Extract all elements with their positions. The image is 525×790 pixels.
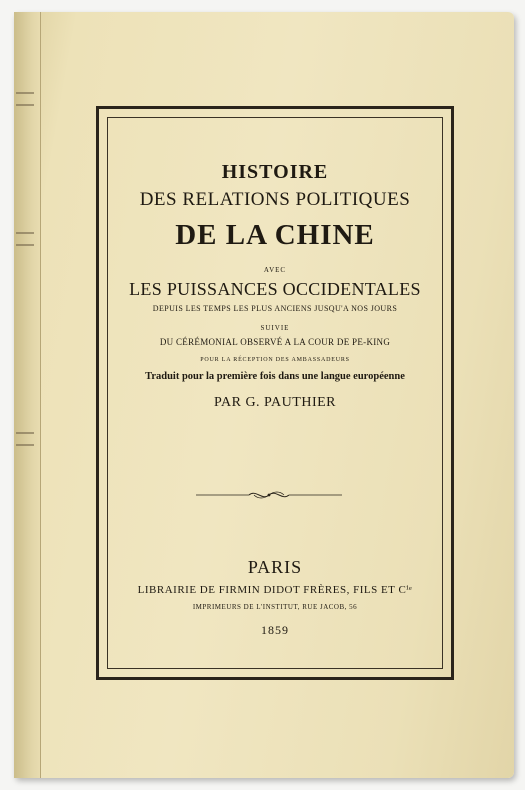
ornament-divider [194,487,344,503]
printer-address: IMPRIMEURS DE L'INSTITUT, RUE JACOB, 56 [192,603,358,611]
author: PAR G. PAUTHIER [214,395,336,410]
spine-rule [16,92,34,94]
publisher: LIBRAIRIE DE FIRMIN DIDOT FRÈRES, FILS ET Cⁱᵉ [137,584,413,596]
title-line-3: DE LA CHINE [175,219,375,251]
title-line-2: DES RELATIONS POLITIQUES [139,189,411,210]
title-page-frame [96,106,454,680]
ceremonial-line-2: POUR LA RÉCEPTION DES AMBASSADEURS [200,357,350,363]
publication-city: PARIS [247,557,303,577]
book-spine [14,12,41,778]
spine-rule [16,104,34,106]
subtitle-line-1: LES PUISSANCES OCCIDENTALES [129,279,421,299]
conjunction-suivie: SUIVIE [260,324,290,332]
spine-rule [16,444,34,446]
ceremonial-line-1: DU CÉRÉMONIAL OBSERVÉ A LA COUR DE PE-KING [159,337,391,347]
spine-rule [16,232,34,234]
publication-year: 1859 [261,623,289,637]
title-line-1: HISTOIRE [221,161,329,183]
translation-note: Traduit pour la première fois dans une langue européenne [145,371,405,382]
spine-rule [16,432,34,434]
book-cover [14,12,514,778]
spine-rule [16,244,34,246]
subtitle-line-2: DEPUIS LES TEMPS LES PLUS ANCIENS JUSQU'A NOS JOURS [152,304,398,313]
conjunction-avec: AVEC [263,266,287,274]
